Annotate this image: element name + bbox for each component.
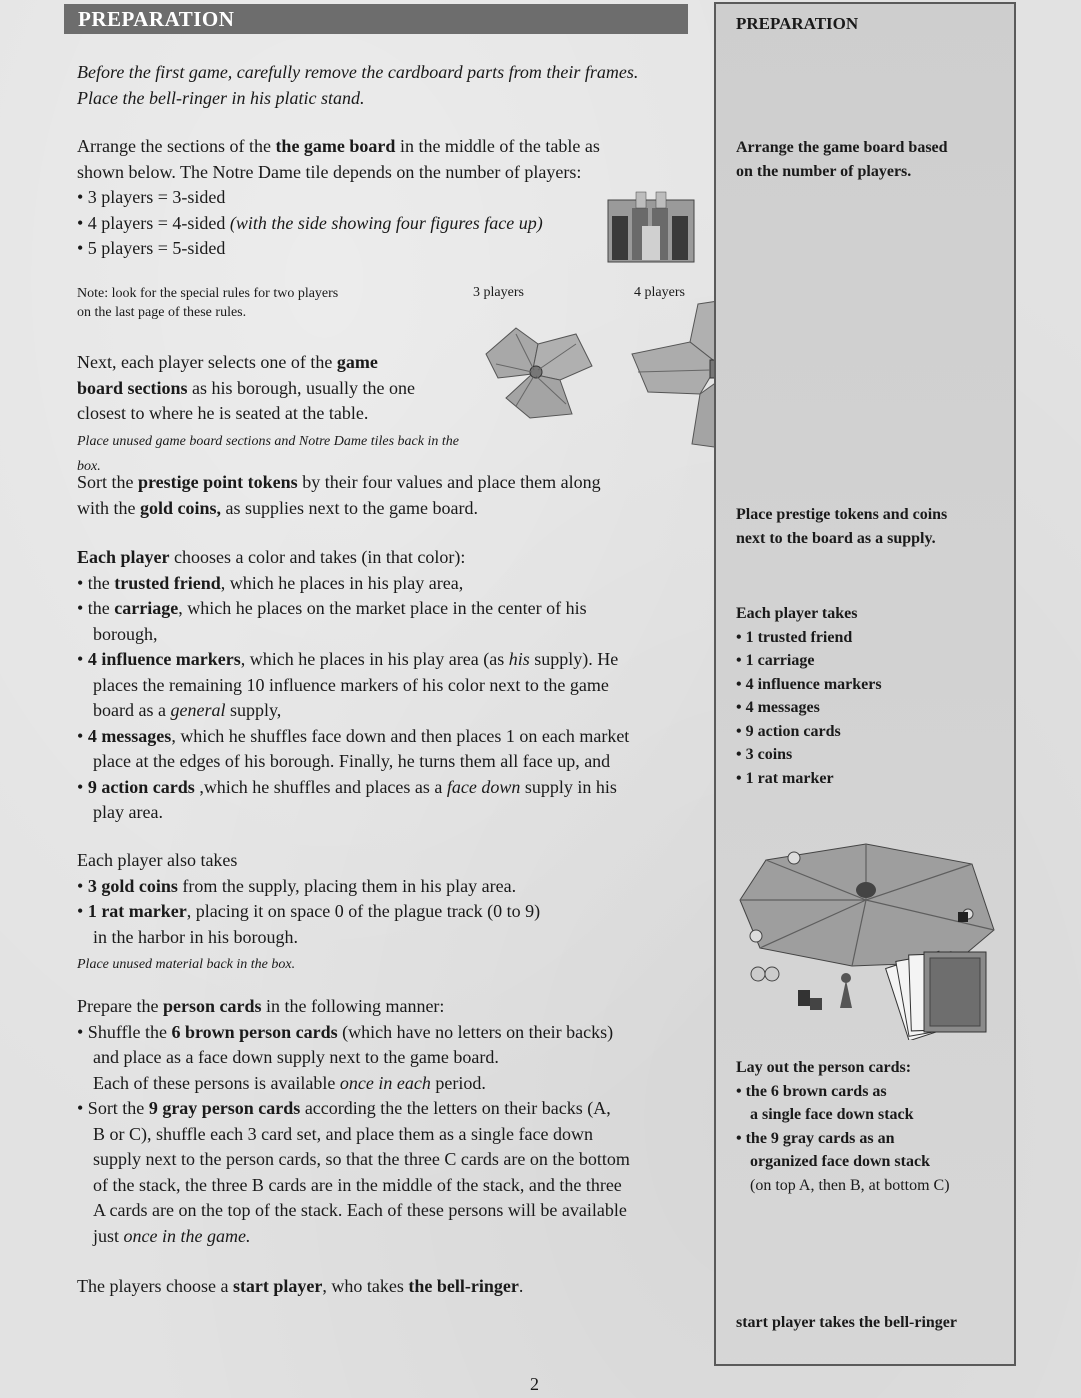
ep-i3-b: 4 influence markers xyxy=(87,649,241,669)
ep-i1-b: trusted friend xyxy=(114,572,221,593)
each-player-chooses-text xyxy=(77,545,705,826)
start-d: the bell-ringer xyxy=(408,1276,519,1296)
also-intro: Each player also takes xyxy=(77,850,238,870)
board-bullet-4: • 4 players = 4-sided xyxy=(77,212,230,233)
sb-layout-5: organized face down stack xyxy=(750,1153,930,1170)
ep-i3-e: supply). He xyxy=(529,649,619,669)
ep-i2-c: , which he places on the market place in the center of his xyxy=(178,598,587,618)
sections-l1-b: game xyxy=(336,352,378,372)
sb-layout-2: • the 6 brown cards as xyxy=(736,1082,887,1100)
person-intro-c: in the following manner: xyxy=(261,996,445,1016)
start-c: , who takes xyxy=(322,1276,409,1296)
note-line-1: Note: look for the special rules for two players xyxy=(77,286,339,301)
page-title: PREPARATION xyxy=(64,4,688,34)
also-note: Place unused material back in the box. xyxy=(77,957,296,972)
ep-i1-a: • the xyxy=(77,572,115,593)
board-3-players-image xyxy=(476,314,598,422)
also-c2-a: • xyxy=(77,901,88,921)
sb-arrange-2: on the number of players. xyxy=(736,162,912,180)
start-player-text xyxy=(77,1274,523,1300)
sb-layout-3: a single face down stack xyxy=(750,1106,914,1123)
ep-i3-g: board as a xyxy=(93,700,171,720)
also-c1-a: • xyxy=(77,875,88,896)
sb-layout-1: Lay out the person cards: xyxy=(736,1059,912,1076)
summary-sidebar xyxy=(714,2,1016,1366)
start-b: start player xyxy=(232,1276,323,1296)
ep-i3-d: his xyxy=(508,649,530,669)
person-p1-d: and place as a face down supply next to the game board. xyxy=(93,1047,499,1067)
ep-i5-e: supply in his xyxy=(520,776,617,797)
also-c2-c: , placing it on space 0 of the plague track (0 to 9) xyxy=(186,901,541,921)
sb-takes-item: • 4 influence markers xyxy=(736,675,882,693)
also-c2-b: 1 rat marker xyxy=(87,901,187,921)
ep-i3-a: • xyxy=(77,649,88,669)
person-p1-c: (which have no letters on their backs) xyxy=(337,1021,614,1042)
ep-i4-c: , which he shuffles face down and then places 1 on each market xyxy=(171,725,630,746)
ep-i3-c: , which he places in his play area (as xyxy=(240,649,509,669)
sb-arrange-1: Arrange the game board based xyxy=(736,139,948,156)
label-4-players: 4 players xyxy=(634,285,685,300)
person-p2-a: • Sort the xyxy=(77,1098,149,1118)
person-p2-f: of the stack, the three B cards are in the middle of the stack, and the three xyxy=(93,1174,622,1195)
ep-i2-d: borough, xyxy=(93,623,158,644)
note-line-2: on the last page of these rules. xyxy=(77,305,247,320)
board-arrangement-text xyxy=(77,134,697,262)
ep-i4-b: 4 messages xyxy=(87,725,172,746)
person-p2-b: 9 gray person cards xyxy=(148,1098,301,1118)
ep-i1-c: , which he places in his play area, xyxy=(220,572,464,593)
borough-selection-text xyxy=(77,350,477,478)
sidebar-takes-list xyxy=(736,602,882,790)
person-cards-text xyxy=(77,994,713,1249)
sidebar-layout-text xyxy=(736,1056,950,1197)
tokens-l2-b: gold coins, xyxy=(140,497,222,518)
sb-takes-item: • 9 action cards xyxy=(736,722,841,740)
each-player-intro-a: Each player xyxy=(77,547,170,567)
sections-l2-a: board sections xyxy=(77,377,188,398)
ep-i3-h: general xyxy=(170,700,226,720)
tokens-l2-c: as supplies next to the game board. xyxy=(221,497,478,518)
sb-place-2: next to the board as a supply. xyxy=(736,529,936,547)
sb-takes-title: Each player takes xyxy=(736,605,858,622)
sidebar-place-text xyxy=(736,503,947,550)
person-p1-f: once in each xyxy=(339,1072,431,1093)
person-p1-b: 6 brown person cards xyxy=(171,1021,338,1042)
ep-i5-f: play area. xyxy=(93,802,163,822)
ep-i5-b: 9 action cards xyxy=(87,776,195,797)
person-p1-a: • Shuffle the xyxy=(77,1021,172,1042)
board-bullet-5: • 5 players = 5-sided xyxy=(77,238,226,258)
person-p2-d: B or C), shuffle each 3 card set, and place them as a single face down xyxy=(93,1123,593,1144)
person-p1-g: period. xyxy=(430,1072,486,1093)
board-l1-c: in the middle of the table as xyxy=(395,136,600,156)
ep-i5-c: ,which he shuffles and places as a xyxy=(194,776,447,797)
board-l2: shown below. The Notre Dame tile depends on the number of players: xyxy=(77,161,582,182)
ep-i3-i: supply, xyxy=(225,700,282,720)
sidebar-start-text: start player takes the bell-ringer xyxy=(736,1314,957,1331)
board-l1-b: the game board xyxy=(275,136,396,156)
person-p2-h: just xyxy=(93,1225,124,1246)
sb-layout-4: • the 9 gray cards as an xyxy=(736,1129,895,1147)
sb-takes-item: • 1 trusted friend xyxy=(736,628,853,646)
tokens-l2-a: with the xyxy=(77,497,140,518)
ep-i4-d: place at the edges of his borough. Finally, he turns them all face up, and xyxy=(93,751,611,771)
notre-dame-tile-image xyxy=(606,186,696,264)
board-bullet-4-note: (with the side showing four figures face up) xyxy=(229,212,543,233)
each-player-intro-b: chooses a color and takes (in that color): xyxy=(169,547,466,567)
start-a: The players choose a xyxy=(77,1276,233,1296)
sections-l3: closest to where he is seated at the table. xyxy=(77,403,369,423)
ep-i3-f: places the remaining 10 influence markers of his color next to the game xyxy=(93,674,609,695)
sb-takes-item: • 3 coins xyxy=(736,746,793,763)
page-number: 2 xyxy=(530,1374,539,1394)
ep-i4-a: • xyxy=(77,725,88,746)
intro-line-2: Place the bell-ringer in his platic stand. xyxy=(77,87,365,108)
prestige-tokens-text xyxy=(77,470,697,521)
person-p2-e: supply next to the person cards, so that the three C cards are on the bottom xyxy=(93,1149,630,1169)
sb-layout-6: (on top A, then B, at bottom C) xyxy=(750,1176,950,1194)
board-setup-image xyxy=(736,840,998,1040)
tokens-l1-b: prestige point tokens xyxy=(138,472,298,492)
person-intro-b: person cards xyxy=(162,996,262,1016)
sb-place-1: Place prestige tokens and coins xyxy=(736,506,948,523)
tokens-l1-a: Sort the xyxy=(77,472,138,492)
sections-l1-a: Next, each player selects one of the xyxy=(77,352,337,372)
person-p2-i: once in the game. xyxy=(123,1225,251,1246)
person-p2-last xyxy=(77,1224,713,1250)
label-3-players: 3 players xyxy=(473,285,524,300)
ep-i2-a: • the xyxy=(77,598,115,618)
ep-i5-a: • xyxy=(77,776,88,797)
sidebar-title: PREPARATION xyxy=(736,14,859,33)
sb-takes-item: • 1 rat marker xyxy=(736,769,834,787)
sb-takes-item: • 4 messages xyxy=(736,699,820,716)
board-l1-a: Arrange the sections of the xyxy=(77,136,276,156)
sb-takes-item: • 1 carriage xyxy=(736,652,815,669)
person-p2-c: according the the letters on their backs (A, xyxy=(300,1098,611,1118)
person-p1-e: Each of these persons is available xyxy=(93,1072,340,1093)
person-p1-line3 xyxy=(77,1071,713,1097)
ep-i2-b: carriage xyxy=(114,598,179,618)
intro-text xyxy=(77,60,638,111)
also-c1-b: 3 gold coins xyxy=(87,875,178,896)
tokens-l1-c: by their four values and place them along xyxy=(297,472,601,492)
also-c2-d: in the harbor in his borough. xyxy=(93,926,298,947)
sidebar-arrange-text xyxy=(736,136,948,183)
also-c1-c: from the supply, placing them in his play area. xyxy=(177,875,517,896)
board-bullet-3: • 3 players = 3-sided xyxy=(77,187,226,207)
each-player-also-takes-text xyxy=(77,848,705,976)
sections-note: Place unused game board sections and Notre Dame tiles back in the box. xyxy=(77,433,459,474)
person-intro-a: Prepare the xyxy=(77,996,163,1016)
ep-i5-d: face down xyxy=(446,776,521,797)
ep-i3-line3 xyxy=(77,698,705,724)
start-e: . xyxy=(518,1276,524,1296)
person-p2-g: A cards are on the top of the stack. Each of these persons will be available xyxy=(93,1200,627,1220)
intro-line-1: Before the first game, carefully remove the cardboard parts from their frames. xyxy=(77,62,639,82)
sections-l2-b: as his borough, usually the one xyxy=(187,377,415,398)
two-player-note xyxy=(77,284,338,322)
